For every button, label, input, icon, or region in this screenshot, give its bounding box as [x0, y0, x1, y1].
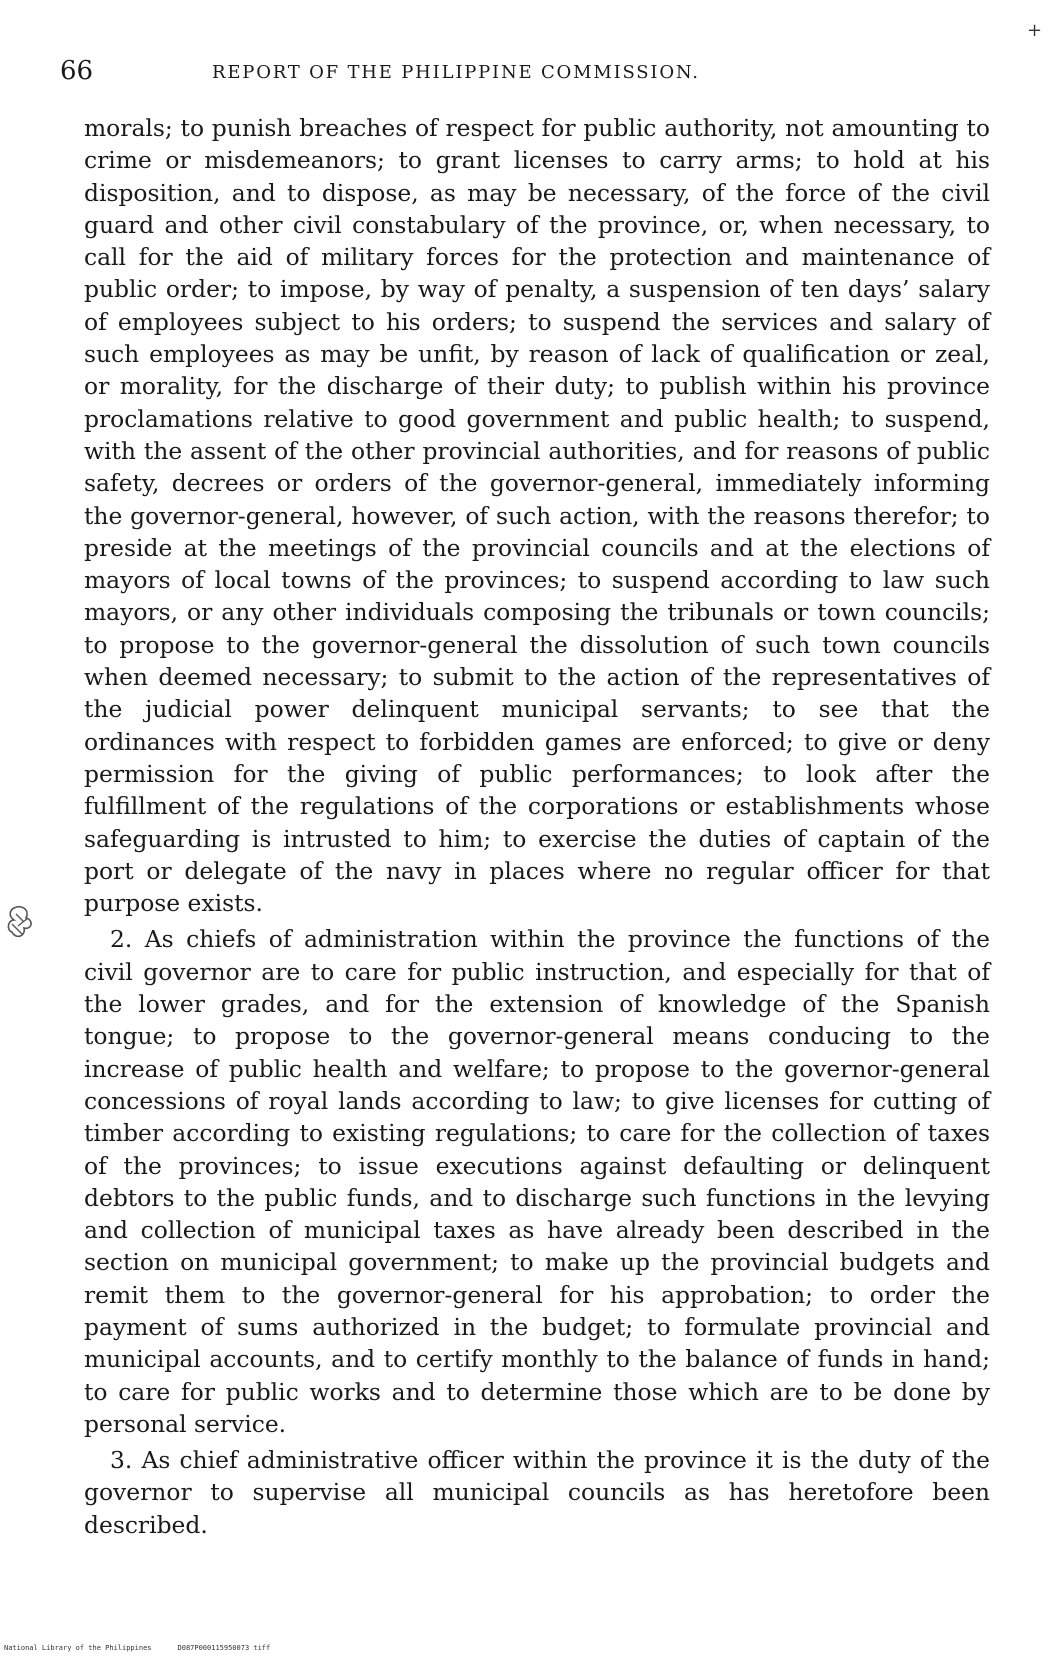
footer-library: National Library of the Philippines [4, 1644, 152, 1652]
running-title: REPORT OF THE PHILIPPINE COMMISSION. [212, 62, 700, 83]
paragraph-continued: morals; to punish breaches of respect for public authority, not amounting to crime or misdemeanors; to grant licenses to carry arms; to hold at his disposition, and to dispose, as may be necessary, of the force of the civil guard and other civil constabulary of the province, or, when necessary, to call for the aid of military forces for the protection and maintenance of public order; to impose, by way of penalty, a suspension of ten days’ salary of employees subject to his orders; to suspend the services and salary of such employees as may be unfit, by reason of lack of qualification or zeal, or morality, for the discharge of their duty; to publish within his province proclamations relative to good government and public health; to suspend, with the assent of the other provincial authorities, and for reasons of public safety, decrees or orders of the governor-general, immediately informing the governor-general, however, of such action, with the reasons therefor; to preside at the meetings of the provincial councils and at the elections of mayors of local towns of the provinces; to suspend according to law such mayors, or any other individuals composing the tribunals or town councils; to propose to the governor-general the dissolution of such town councils when deemed necessary; to submit to the action of the representatives of the judicial power delinquent municipal servants; to see that the ordinances with respect to forbidden games are enforced; to give or deny permission for the giving of public performances; to look after the fulfillment of the regulations of the corporations or establishments whose safeguarding is intrusted to him; to exercise the duties of captain of the port or delegate of the navy in places where no regular officer for that purpose exists. [84, 114, 990, 918]
page-header [60, 56, 806, 88]
report-body [84, 112, 990, 1541]
ink-smudge-icon [4, 900, 40, 946]
paragraph-2: 2. As chiefs of administration within the province the functions of the civil governor are to care for public instruction, and especially for that of the lower grades, and for the extension of knowledge of the Spanish tongue; to propose to the governor-general means conducing to the increase of public health and welfare; to propose to the governor-general concessions of royal lands according to law; to give licenses for cutting of timber according to existing regulations; to care for the collection of taxes of the provinces; to issue executions against defaulting or delinquent debtors to the public funds, and to discharge such functions in the levying and collection of municipal taxes as have already been described in the section on municipal government; to make up the provincial budgets and remit them to the governor-general for his approbation; to order the payment of sums authorized in the budget; to formulate provincial and municipal accounts, and to certify monthly to the balance of funds in hand; to care for public works and to determine those which are to be done by personal service. [84, 925, 990, 1438]
scan-footer [4, 1644, 270, 1652]
footer-file-id: D087P000115950073 tiff [177, 1644, 271, 1652]
page-number: 66 [60, 56, 94, 86]
plus-mark-icon: + [1027, 20, 1043, 41]
paragraph-3: 3. As chief administrative officer within the province it is the duty of the governor to supervise all municipal councils as has heretofore been described. [84, 1446, 990, 1539]
